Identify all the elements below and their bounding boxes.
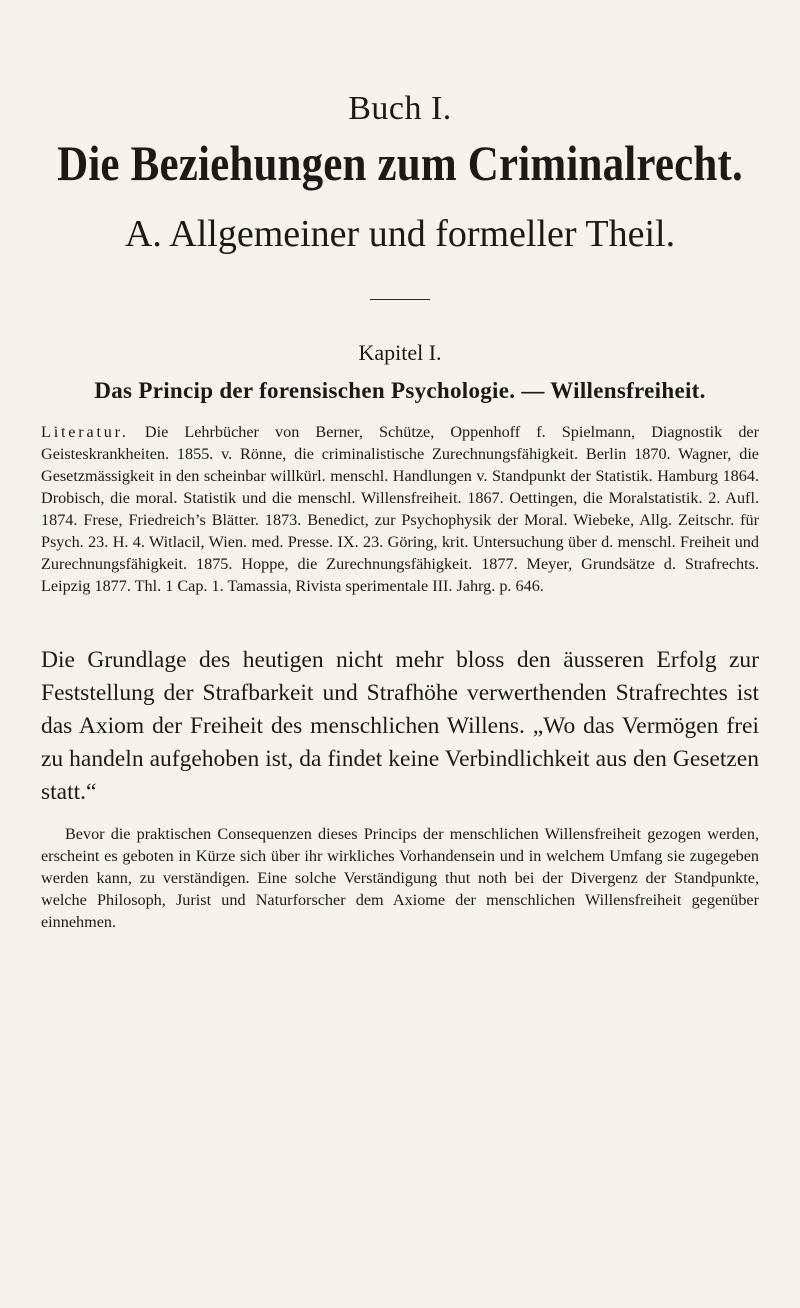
section-divider [370, 299, 430, 300]
book-heading: Buch I. [348, 90, 452, 127]
literature-label: Literatur. [41, 423, 129, 441]
lead-paragraph: Die Grundlage des heutigen nicht mehr bloss den äusseren Erfolg zur Feststellung der Strafbarkeit und Strafhöhe verwerthenden Strafrechtes ist das Axiom der Freiheit des menschlichen Willens. „Wo das Vermögen frei zu handeln aufgehoben ist, da findet keine Verbindlichkeit aus den Gesetzen statt.“ [41, 647, 759, 805]
chapter-title: Das Princip der forensischen Psychologie. — Willensfreiheit. [94, 378, 706, 403]
chapter-label: Kapitel I. [358, 340, 442, 365]
body-paragraph: Bevor die praktischen Consequenzen dieses Princips der menschlichen Willensfreiheit gezogen werden, erscheint es geboten in Kürze sich über ihr wirkliches Vorhandensein und in welchem Umfang sie zugegeben werden kann, zu verständigen. Eine solche Verständigung thut noth bei der Divergenz der Standpunkte, welche Philosoph, Jurist und Naturforscher dem Axiome der menschlichen Willensfreiheit gegenüber einnehmen. [41, 825, 759, 931]
literature-paragraph [41, 421, 759, 597]
main-title: Die Beziehungen zum Criminalrecht. [57, 135, 743, 191]
literature-text: Die Lehrbücher von Berner, Schütze, Oppenhoff f. Spielmann, Diagnostik der Geisteskrankheiten. 1855. v. Rönne, die criminalistische Zurechnungsfähigkeit. Berlin 1870. Wagner, die Gesetzmässigkeit in den scheinbar willkürl. menschl. Handlungen v. Standpunkt der Statistik. Hamburg 1864. Drobisch, die moral. Statistik und die menschl. Willensfreiheit. 1867. Oettingen, die Moralstatistik. 2. Aufl. 1874. Frese, Friedreich’s Blätter. 1873. Benedict, zur Psychophysik der Moral. Wiebeke, Allg. Zeitschr. für Psych. 23. H. 4. Witlacil, Wien. med. Presse. IX. 23. Göring, krit. Untersuchung über d. menschl. Freiheit und Zurechnungsfähigkeit. 1875. Hoppe, die Zurechnungsfähigkeit. 1877. Meyer, Grundsätze d. Strafrechts. Leipzig 1877. Thl. 1 Cap. 1. Tamassia, Rivista sperimentale III. Jahrg. p. 646. [41, 423, 759, 595]
part-title: A. Allgemeiner und formeller Theil. [124, 213, 676, 255]
